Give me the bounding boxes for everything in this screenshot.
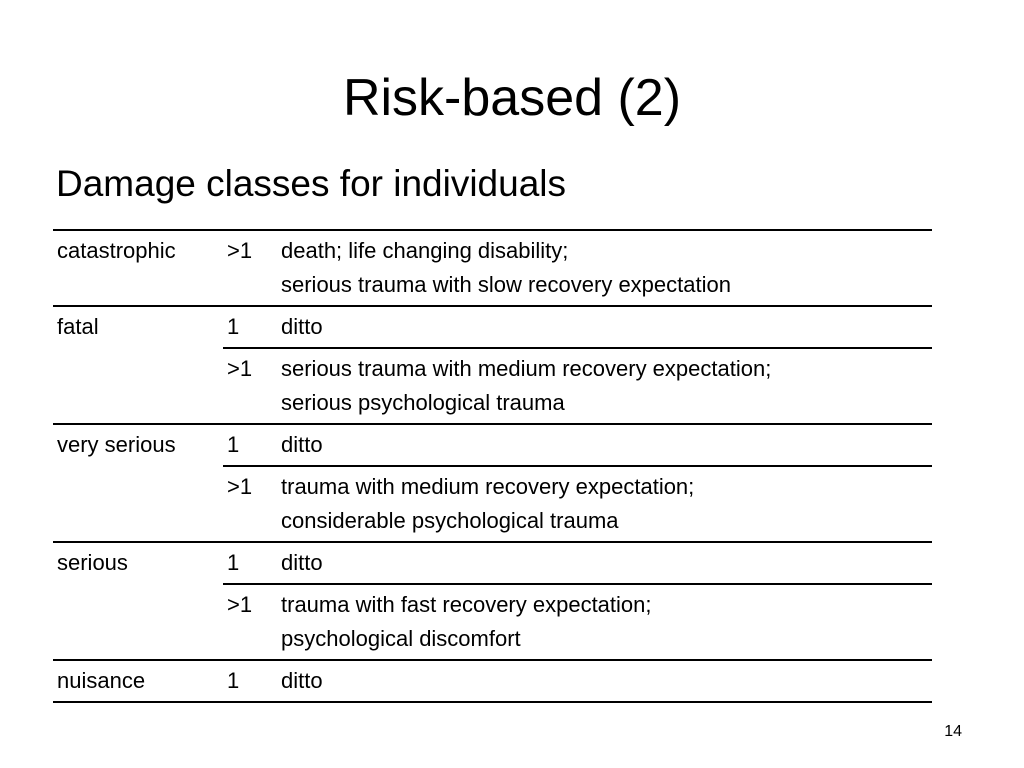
- description-cell: [277, 542, 932, 584]
- count-cell: >1: [223, 348, 277, 424]
- count-cell: >1: [223, 584, 277, 660]
- damage-class-cell: very serious: [53, 424, 223, 466]
- damage-class-cell: fatal: [53, 306, 223, 348]
- count-cell: 1: [223, 306, 277, 348]
- description-line: trauma with fast recovery expectation;: [281, 592, 652, 617]
- slide-title: Risk-based (2): [342, 69, 682, 127]
- description-cell: [277, 230, 932, 306]
- count-cell: 1: [223, 542, 277, 584]
- damage-class-cell: serious: [53, 542, 223, 584]
- slide-subtitle: Damage classes for individuals: [56, 163, 567, 204]
- description-cell: [277, 466, 932, 542]
- table-row: [53, 424, 932, 466]
- description-line: trauma with medium recovery expectation;: [281, 474, 695, 499]
- damage-class-cell: [53, 348, 223, 424]
- count-cell: >1: [223, 466, 277, 542]
- description-line: ditto: [281, 432, 323, 457]
- damage-class-cell: nuisance: [53, 660, 223, 702]
- description-cell: [277, 424, 932, 466]
- damage-classes-table: [53, 229, 932, 703]
- description-line: ditto: [281, 668, 323, 693]
- description-cell: [277, 306, 932, 348]
- description-cell: [277, 584, 932, 660]
- description-line: ditto: [281, 550, 323, 575]
- description-line: considerable psychological trauma: [281, 508, 619, 533]
- description-line: serious trauma with medium recovery expectation;: [281, 356, 772, 381]
- description-line: death; life changing disability;: [281, 238, 569, 263]
- table-row: [53, 584, 932, 660]
- page-number: 14: [944, 723, 962, 740]
- table-row: [53, 542, 932, 584]
- table-row: [53, 230, 932, 306]
- description-line: ditto: [281, 314, 323, 339]
- table-row: [53, 348, 932, 424]
- damage-class-cell: catastrophic: [53, 230, 223, 306]
- table-row: [53, 306, 932, 348]
- count-cell: >1: [223, 230, 277, 306]
- table-row: [53, 466, 932, 542]
- damage-class-cell: [53, 584, 223, 660]
- description-cell: [277, 660, 932, 702]
- description-line: psychological discomfort: [281, 626, 521, 651]
- count-cell: 1: [223, 660, 277, 702]
- damage-class-cell: [53, 466, 223, 542]
- count-cell: 1: [223, 424, 277, 466]
- table-row: [53, 660, 932, 702]
- description-line: serious trauma with slow recovery expectation: [281, 272, 731, 297]
- description-line: serious psychological trauma: [281, 390, 565, 415]
- description-cell: [277, 348, 932, 424]
